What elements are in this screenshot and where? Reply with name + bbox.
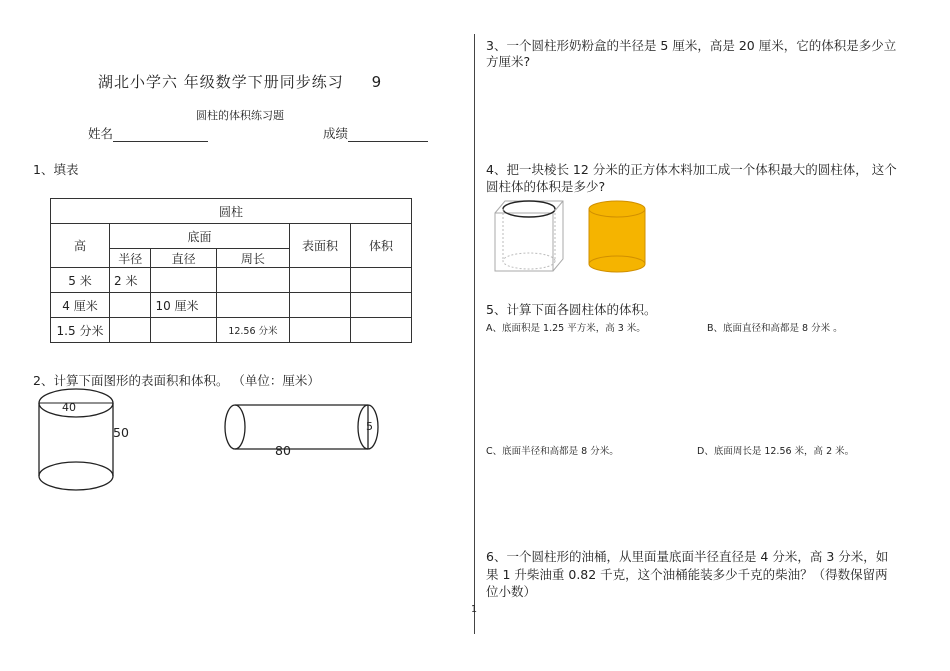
q5-item-d: D、底面周长是 12.56 米，高 2 米。 [697,446,855,457]
cube-with-cylinder-figure [490,199,570,275]
q3-line1: 3、一个圆柱形奶粉盒的半径是 5 厘米，高是 20 厘米，它的体积是多少立 [486,38,897,53]
fig1-diameter-label: 40 [62,401,76,414]
q5-item-c: C、底面半径和高都是 8 分米。 [486,446,619,457]
table-row: 4 厘米 10 厘米 [51,293,412,318]
header-diameter: 直径 [151,249,216,268]
q6-line3: 位小数） [486,584,537,599]
score-blank[interactable] [348,129,428,142]
q5-label: 5、计算下面各圆柱体的体积。 [486,302,657,317]
score-field[interactable]: 成绩 [323,124,428,142]
fig2-diameter-label: 5 [366,420,373,433]
name-blank[interactable] [113,129,208,142]
header-height: 高 [51,224,110,268]
fill-table [50,198,412,343]
header-surface: 表面积 [290,224,351,268]
fig1-height-label: 50 [113,425,129,440]
q4-line1: 4、把一块棱长 12 分米的正方体木料加工成一个体积最大的圆柱体， 这个 [486,162,897,177]
q5-item-a: A、底面积是 1.25 平方米，高 3 米。 [486,323,646,334]
title-number: 9 [371,73,383,91]
page-title: 湖北小学六 年级数学下册同步练习 9 [98,73,383,91]
column-divider [474,34,475,634]
q3-line2: 方厘米? [486,54,531,69]
page-subtitle: 圆柱的体积练习题 [196,109,284,122]
header-radius: 半径 [110,249,151,268]
q5-item-b: B、底面直径和高都是 8 分米 。 [707,323,843,334]
header-base: 底面 [110,224,290,249]
table-title: 圆柱 [51,199,412,224]
page-number: 1 [471,604,478,615]
q2-label: 2、计算下面图形的表面积和体积。 （单位：厘米） [33,373,320,388]
table-row: 5 米 2 米 [51,268,412,293]
horizontal-cylinder-figure [224,403,380,453]
name-field[interactable]: 姓名 [88,124,208,142]
q6-line2: 果 1 升柴油重 0.82 千克，这个油桶能装多少千克的柴油？（得数保留两 [486,567,888,582]
q4-line2: 圆柱体的体积是多少? [486,179,606,194]
yellow-cylinder-figure [588,200,648,274]
q6-line1: 6、一个圆柱形的油桶，从里面量底面半径直径是 4 分米，高 3 分米，如 [486,549,889,564]
q1-label: 1、填表 [33,162,79,177]
fig2-length-label: 80 [275,443,291,458]
table-row: 1.5 分米 12.56 分米 [51,318,412,343]
header-volume: 体积 [351,224,412,268]
header-circumference: 周长 [216,249,289,268]
upright-cylinder-figure [38,386,118,498]
